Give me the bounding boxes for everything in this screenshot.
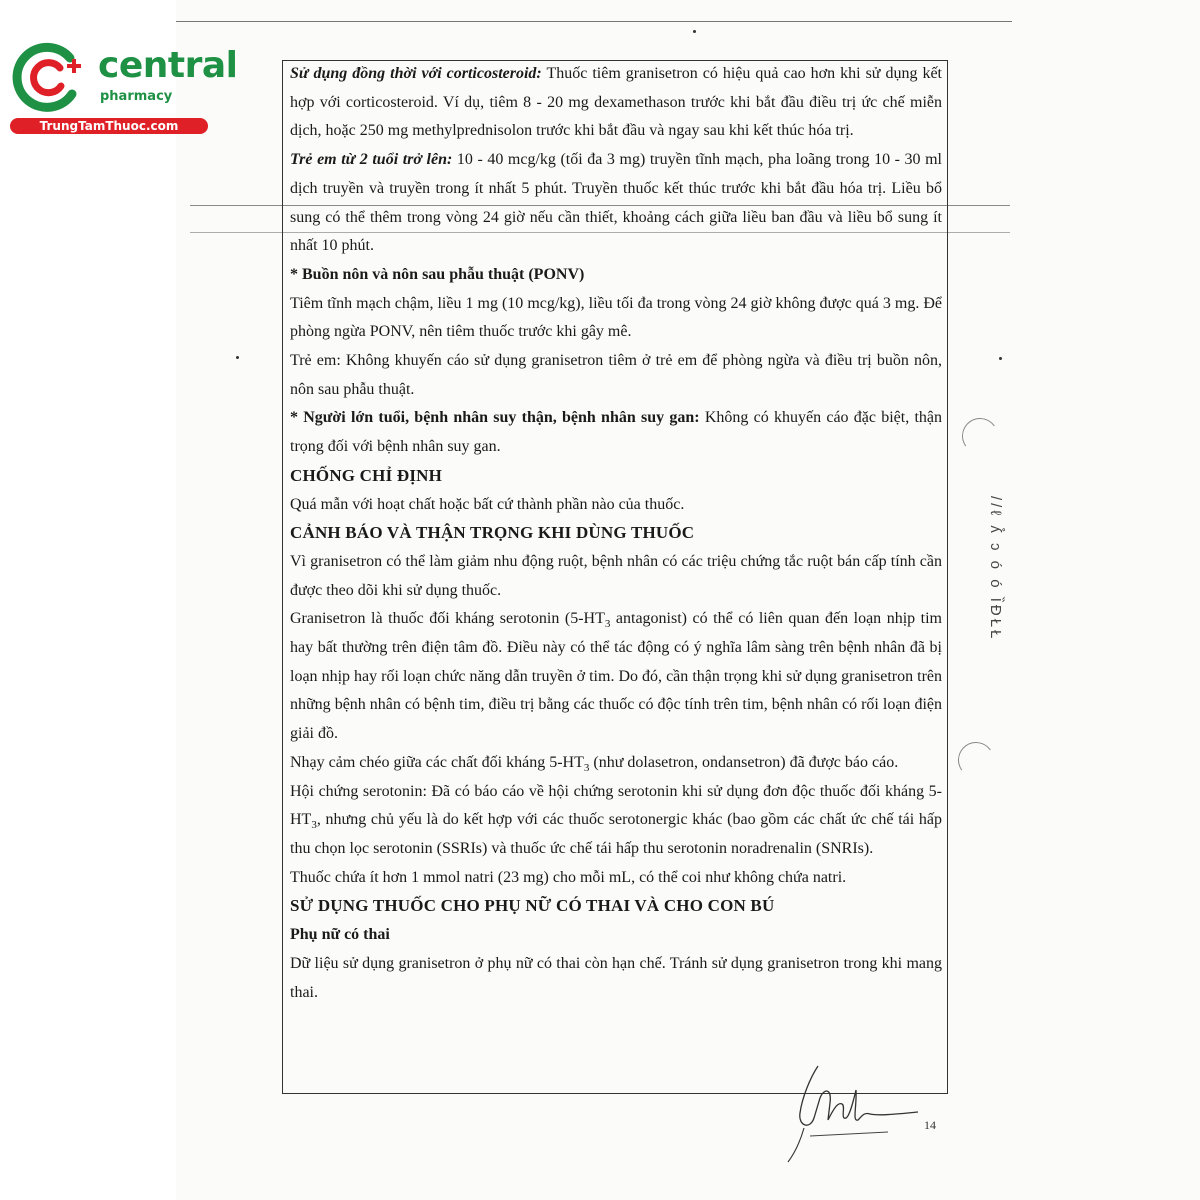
bold-lead: Sử dụng đồng thời với corticosteroid:: [290, 65, 542, 82]
text-run: Không có khuyến cáo đặc biệt, thận trọng đối với bệnh nhân suy gan.: [290, 409, 943, 456]
bold-lead: * Người lớn tuổi, bệnh nhân suy thận, bệnh nhân suy gan:: [290, 409, 700, 427]
bold-lead: Phụ nữ có thai: [290, 926, 390, 944]
text-run: 10 - 40 mcg/kg (tối đa 3 mg) truyền tĩnh mạch, pha loãng trong 10 - 30 ml dịch truyền và truyền trong ít nhất 5 phút. Truyền thuốc kết thúc trước khi bắt đầu hóa trị. Liều bổ sung có thể thêm trong vòng 24 giờ nếu cần thiết, khoảng cách giữa liều ban đầu và liều bổ sung ít nhất 10 phút.: [290, 151, 943, 255]
paragraph: [290, 921, 942, 950]
text-run: SỬ DỤNG THUỐC CHO PHỤ NỮ CÓ THAI VÀ CHO CON BÚ: [290, 896, 775, 916]
text-run: Vì granisetron có thể làm giảm nhu động ruột, bệnh nhân có các triệu chứng tắc ruột bán cấp tính cần được theo dõi khi sử dụng thuốc.: [290, 552, 942, 599]
paragraph: [290, 491, 942, 520]
subscript: 3: [583, 762, 590, 775]
paragraph: [290, 778, 942, 864]
text-run: Thuốc tiêm granisetron có hiệu quả cao hơn khi sử dụng kết hợp với corticosteroid. Ví dụ, tiêm 8 - 20 mg dexamethason trước khi bắt đầu điều trị ức chế miễn dịch, hoặc 250 mg methylprednisolon trước khi bắt đầu và ngay sau khi kết thúc hóa trị.: [290, 65, 943, 140]
text-run: (như dolasetron, ondansetron) đã được báo cáo.: [589, 753, 899, 771]
paragraph: [290, 347, 942, 404]
text-run: Quá mẫn với hoạt chất hoặc bất cứ thành phần nào của thuốc.: [290, 495, 685, 513]
text-run: antagonist) có thể có liên quan đến loạn nhịp tim hay bất thường trên điện tâm đồ. Điều này có thể tác động có ý nghĩa lâm sàng trên bệnh nhân đã bị loạn nhịp hay rối loạn chức năng dẫn truyền ở tim. Do đó, cần thận trọng khi sử dụng granisetron trên những bệnh nhân có bệnh tim, điều trị bằng các thuốc có độc tính trên tim, bệnh nhân có rối loạn điện giải đồ.: [290, 610, 943, 743]
section-heading: [290, 519, 942, 548]
pharmacy-cross-icon: [10, 36, 90, 116]
logo-website-link[interactable]: TrungTamThuoc.com: [10, 118, 208, 134]
text-run: CHỐNG CHỈ ĐỊNH: [290, 465, 443, 485]
paragraph: [290, 404, 942, 461]
scan-edge-line: [176, 21, 1012, 22]
bold-lead: Trẻ em từ 2 tuổi trở lên:: [290, 151, 453, 169]
section-heading: [290, 462, 942, 491]
scan-speck: [693, 30, 696, 33]
paragraph: [290, 950, 942, 1007]
paragraph: [290, 864, 942, 893]
central-pharmacy-logo: [10, 36, 238, 136]
text-run: Tiêm tĩnh mạch chậm, liều 1 mg (10 mcg/kg), liều tối đa trong vòng 24 giờ không được quá 3 mg. Để phòng ngừa PONV, nên tiêm thuốc trước khi gây mê.: [290, 294, 942, 341]
scan-speck: [999, 357, 1002, 360]
text-run: , nhưng chủ yếu là do kết hợp với các thuốc serotonergic khác (bao gồm các chất ức chế tái hấp thu chọn lọc serotonin (SSRIs) và thuốc ức chế tái hấp thu serotonin noradrenalin (SNRIs).: [290, 811, 942, 857]
paragraph: [290, 548, 942, 605]
signature: [780, 1058, 930, 1168]
text-run: Trẻ em: Không khuyến cáo sử dụng granisetron tiêm ở trẻ em để phòng ngừa và điều trị buồn nôn, nôn sau phẫu thuật.: [290, 352, 942, 398]
scan-speck: [236, 356, 239, 359]
text-run: Granisetron là thuốc đối kháng serotonin (5-HT: [290, 610, 605, 628]
paragraph: [290, 261, 942, 290]
margin-stamp: //ℓ ʎ̊ ɔ ó ó ȈÐŁŁ: [987, 496, 1004, 642]
text-run: Thuốc chứa ít hơn 1 mmol natri (23 mg) cho mỗi mL, có thể coi như không chứa natri.: [290, 868, 847, 886]
text-run: Hội chứng serotonin: Đã có báo cáo về hội chứng serotonin khi sử dụng đơn độc thuốc đối kháng 5-HT: [290, 782, 942, 829]
text-run: Dữ liệu sử dụng granisetron ở phụ nữ có thai còn hạn chế. Tránh sử dụng granisetron trong khi mang thai.: [290, 954, 942, 1001]
paragraph: [290, 290, 942, 347]
bold-lead: * Buồn nôn và nôn sau phẫu thuật (PONV): [290, 265, 585, 283]
paragraph: [290, 749, 942, 778]
text-run: CẢNH BÁO VÀ THẬN TRỌNG KHI DÙNG THUỐC: [290, 523, 695, 543]
logo-subtitle: pharmacy: [100, 89, 173, 104]
text-run: Nhạy cảm chéo giữa các chất đối kháng 5-HT: [290, 753, 584, 771]
paragraph: [290, 605, 942, 749]
paragraph: [290, 146, 942, 261]
page-number: 14: [924, 1118, 936, 1132]
document-body: [290, 60, 942, 1007]
section-heading: [290, 892, 942, 921]
subscript: 3: [311, 819, 317, 832]
subscript: 3: [604, 618, 611, 631]
paragraph: [290, 60, 942, 146]
logo-wordmark: central: [98, 45, 238, 86]
